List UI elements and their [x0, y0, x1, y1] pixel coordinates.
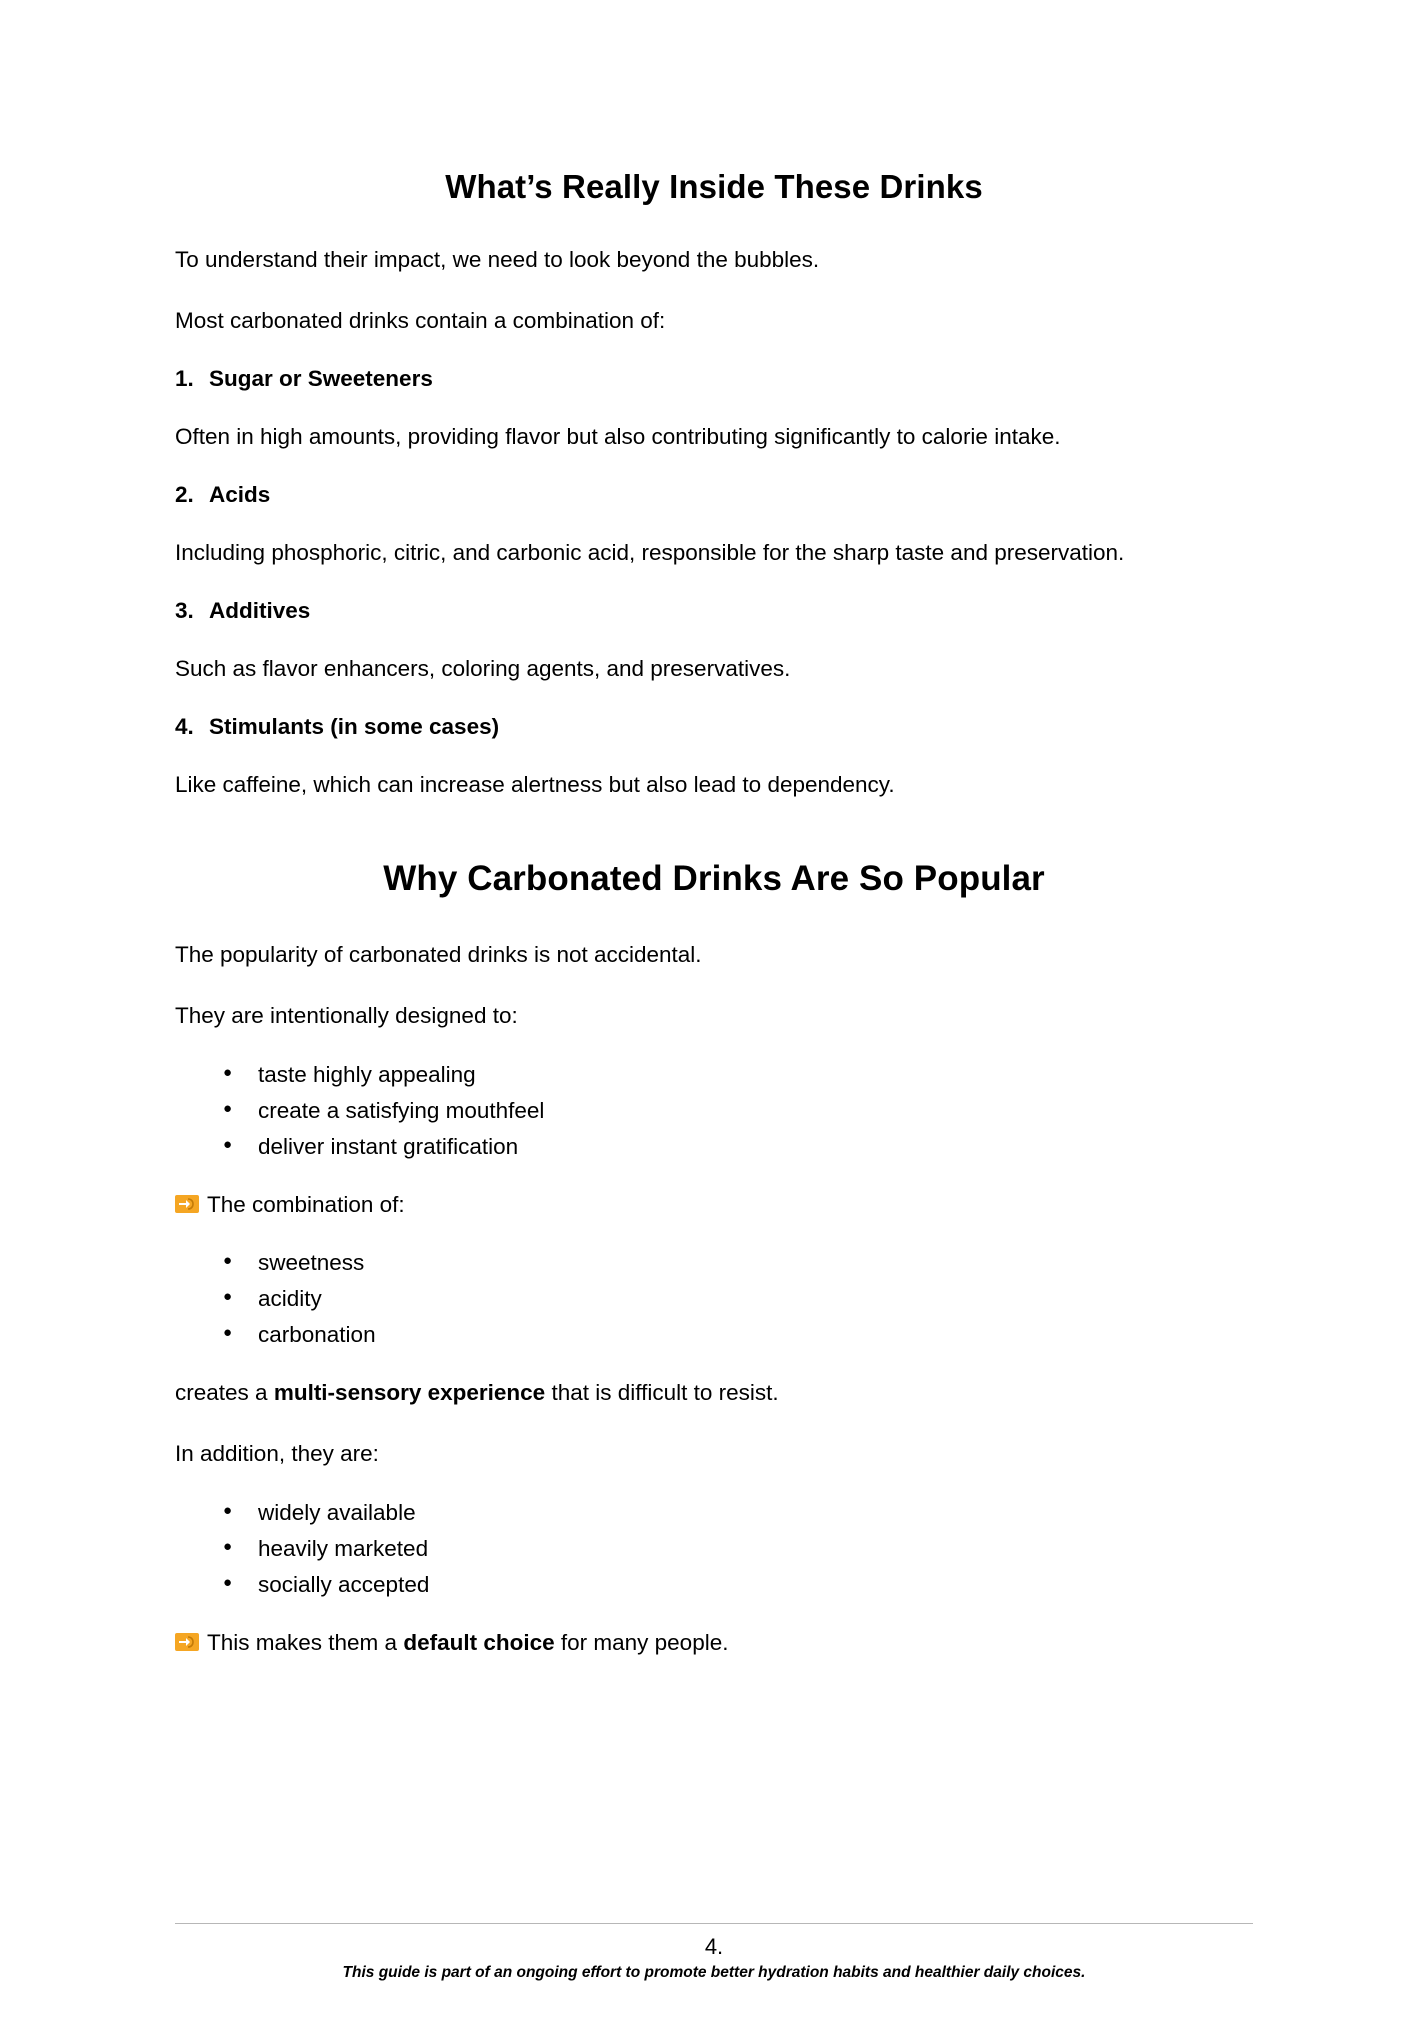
default-choice-emphasis: default choice	[403, 1630, 555, 1656]
multisensory-prefix: creates a	[175, 1380, 274, 1406]
numbered-item-4-label: Stimulants (in some cases)	[209, 713, 500, 739]
addition-lead: In addition, they are:	[175, 1441, 379, 1467]
combination-list	[175, 1249, 1253, 1348]
numbered-item-1-body: Often in high amounts, providing flavor but also contributing significantly to calorie intake.	[175, 423, 1061, 449]
footer-note: This guide is part of an ongoing effort to promote better hydration habits and healthier daily choices.	[342, 1964, 1086, 1981]
numbered-item-2-number: 2.	[175, 481, 194, 507]
section-2-title: Why Carbonated Drinks Are So Popular	[383, 858, 1045, 898]
multisensory-suffix: that is difficult to resist.	[545, 1380, 779, 1406]
list-item: ● widely available	[219, 1499, 1253, 1526]
numbered-item-1	[175, 366, 1253, 392]
numbered-item-2-label: Acids	[209, 481, 271, 507]
list-item: ● socially accepted	[219, 1571, 1253, 1598]
list-item: ● taste highly appealing	[219, 1061, 1253, 1088]
numbered-item-4-number: 4.	[175, 713, 194, 739]
page-footer	[175, 1923, 1253, 1982]
intro-paragraph-1: To understand their impact, we need to look beyond the bubbles.	[175, 247, 820, 272]
numbered-item-3-label: Additives	[209, 597, 311, 623]
numbered-item-4	[175, 714, 1253, 740]
pointing-hand-icon	[175, 1192, 199, 1216]
numbered-item-2	[175, 482, 1253, 508]
list-item: ● deliver instant gratification	[219, 1133, 1253, 1160]
list-item: ● create a satisfying mouthfeel	[219, 1097, 1253, 1124]
default-choice-prefix: This makes them a	[207, 1630, 404, 1656]
default-choice-suffix: for many people.	[554, 1630, 729, 1656]
list-item: ● sweetness	[219, 1249, 1253, 1276]
page-number: 4.	[704, 1934, 724, 1959]
section-2-intro-1: The popularity of carbonated drinks is not accidental.	[175, 941, 702, 967]
combination-callout-text: The combination of:	[207, 1191, 405, 1217]
intro-paragraph-2: Most carbonated drinks contain a combination of:	[175, 307, 666, 333]
numbered-item-1-label: Sugar or Sweeteners	[209, 365, 433, 391]
page-title: What’s Really Inside These Drinks	[445, 168, 983, 205]
numbered-item-1-number: 1.	[175, 365, 194, 391]
section-2-intro-2: They are intentionally designed to:	[175, 1002, 518, 1028]
default-choice-callout	[175, 1627, 1253, 1659]
list-item: ● carbonation	[219, 1321, 1253, 1348]
addition-list	[175, 1499, 1253, 1598]
numbered-item-3-number: 3.	[175, 597, 194, 623]
footer-divider	[175, 1923, 1253, 1924]
multisensory-emphasis: multi-sensory experience	[273, 1380, 546, 1406]
list-item: ● acidity	[219, 1285, 1253, 1312]
pointing-hand-icon	[175, 1630, 199, 1654]
numbered-item-3	[175, 598, 1253, 624]
numbered-item-4-body: Like caffeine, which can increase alertness but also lead to dependency.	[175, 771, 895, 797]
designed-list	[175, 1061, 1253, 1160]
combination-callout	[175, 1189, 1253, 1221]
numbered-item-2-body: Including phosphoric, citric, and carbonic acid, responsible for the sharp taste and preservation.	[175, 539, 1125, 565]
list-item: ● heavily marketed	[219, 1535, 1253, 1562]
default-choice-text	[207, 1627, 728, 1659]
multisensory-paragraph	[175, 1377, 1253, 1409]
numbered-item-3-body: Such as flavor enhancers, coloring agents, and preservatives.	[175, 655, 791, 681]
